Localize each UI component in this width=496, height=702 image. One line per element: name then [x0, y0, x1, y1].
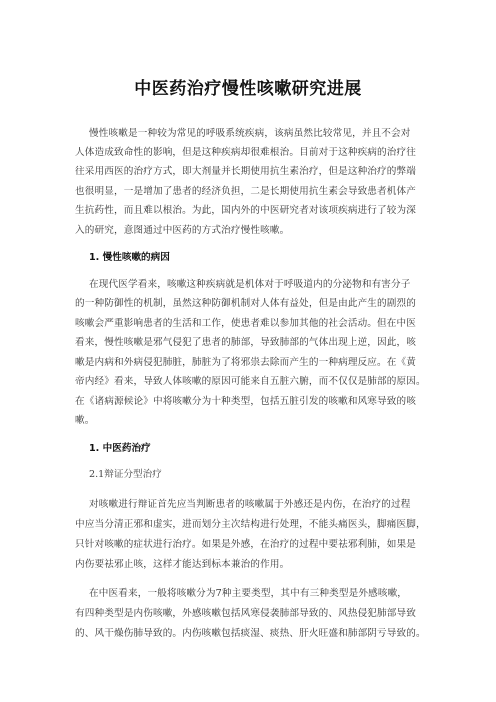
section2-para2-line: 的、风干燥伤肺导致的。内伤咳嗽包括痰湿、痰热、肝火旺盛和肺部阴亏导致的。 — [75, 628, 426, 639]
section-heading-causes: 1. 慢性咳嗽的病因 — [89, 252, 170, 263]
intro-line: 生抗药性，而且难以根治。为此，国内外的中医研究者对该项疾病进行了较为深 — [75, 205, 417, 216]
section-heading-treatment: 1. 中医药治疗 — [89, 443, 151, 454]
section1-line: 看来，慢性咳嗽是邪气侵犯了患者的肺部，导致肺部的气体出现上逆，因此，咳 — [75, 337, 417, 348]
section1-line: 嗽。 — [75, 415, 95, 426]
intro-line: 入的研究，意图通过中医药的方式治疗慢性咳嗽。 — [75, 225, 290, 236]
section1-line: 咳嗽会严重影响患者的生活和工作，使患者难以参加其他的社会活动。但在中医 — [75, 318, 417, 329]
intro-line: 往采用西医的治疗方式，即大剂量并长期使用抗生素治疗，但是这种治疗的弊端 — [75, 166, 417, 177]
document-title: 中医药治疗慢性咳嗽研究进展 — [134, 79, 362, 99]
section2-para1-line: 只针对咳嗽的症状进行治疗。如果是外感，在治疗的过程中要祛邪利肺，如果是 — [75, 539, 417, 550]
section2-para2-line: 有四种类型是内伤咳嗽，外感咳嗽包括风寒侵袭肺部导致的、风热侵犯肺部导致 — [75, 608, 417, 619]
intro-line: 也很明显，一是增加了患者的经济负担，二是长期使用抗生素会导致患者机体产 — [75, 186, 417, 197]
section2-para1-line: 中应当分清正邪和虚实，进而划分主次结构进行处理，不能头痛医头，脚痛医脚， — [75, 519, 426, 530]
section1-line: 帝内经》看来，导致人体咳嗽的原因可能来自五脏六腑，而不仅仅是肺部的原因。 — [75, 376, 426, 387]
subheading-syndrome-differentiation: 2.1辩证分型治疗 — [89, 469, 162, 480]
section1-line: 在现代医学看来，咳嗽这种疾病就是机体对于呼吸道内的分泌物和有害分子 — [89, 279, 411, 290]
section2-para2-line: 在中医看来，一般将咳嗽分为7种主要类型，其中有三种类型是外感咳嗽， — [89, 588, 408, 599]
section2-para1-line: 对咳嗽进行辩证首先应当判断患者的咳嗽属于外感还是内伤，在治疗的过程 — [89, 499, 411, 510]
intro-line: 慢性咳嗽是一种较为常见的呼吸系统疾病，该病虽然比较常见，并且不会对 — [89, 128, 411, 139]
section2-para1-line: 内伤要祛邪止咳，这样才能达到标本兼治的作用。 — [75, 559, 290, 570]
section1-line: 嗽是内病和外病侵犯肺脏，肺脏为了将邪祟去除而产生的一种病理反应。在《黄 — [75, 357, 417, 368]
section1-line: 在《诸病源候论》中将咳嗽分为十种类型，包括五脏引发的咳嗽和风寒导致的咳 — [75, 396, 417, 407]
intro-line: 人体造成致命性的影响，但是这种疾病却很难根治。目前对于这种疾病的治疗往 — [75, 147, 417, 158]
section1-line: 的一种防御性的机制，虽然这种防御机制对人体有益处，但是由此产生的剧烈的 — [75, 298, 417, 309]
